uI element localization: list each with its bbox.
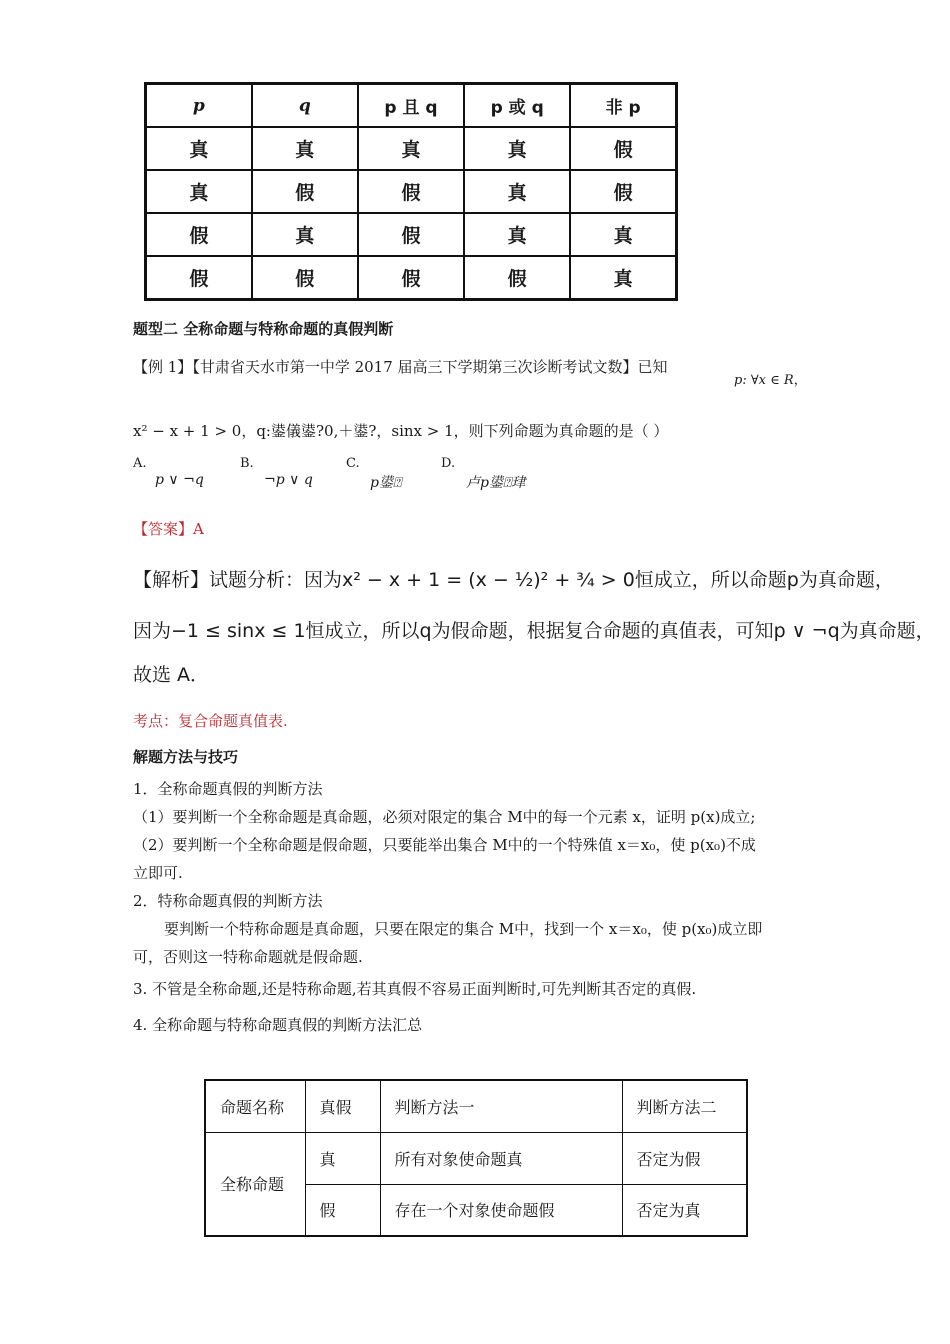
option-letter-b: B. (240, 456, 254, 471)
truth-header-cell: p 或 q (464, 84, 570, 128)
truth-header-cell: 非 p (570, 84, 676, 128)
truth-table (144, 82, 678, 301)
methods-title: 解题方法与技巧 (133, 748, 239, 766)
truth-cell: 真 (464, 170, 570, 213)
summary-header-cell: 真假 (305, 1080, 380, 1132)
option-letter-d: D. (441, 456, 456, 471)
option-d-text: 卢p鍙⍰珒 (466, 475, 526, 491)
premise-math: p: ∀x ∈ R (734, 373, 794, 388)
truth-cell: 假 (570, 127, 676, 170)
truth-table-row (146, 170, 677, 213)
summary-row (205, 1132, 747, 1184)
option-c-text: p鍙⍰ (370, 475, 402, 491)
summary-cell: 真 (305, 1132, 380, 1184)
truth-header-cell: p 且 q (358, 84, 464, 128)
truth-table-header-row (146, 84, 677, 128)
methods-p2a: 要判断一个特称命题是真命题，只要在限定的集合 M中，找到一个 x＝x₀，使 p(x₀)成立即 (164, 920, 763, 938)
methods-p1a: （1）要判断一个全称命题是真命题，必须对限定的集合 M中的每一个元素 x，证明 p(x)成立; (133, 808, 756, 826)
summary-header-cell: 判断方法二 (622, 1080, 747, 1132)
truth-cell: 真 (570, 213, 676, 256)
truth-table-row (146, 213, 677, 256)
truth-cell: 真 (252, 127, 358, 170)
option-letter-c: C. (346, 456, 360, 471)
truth-cell: 真 (252, 213, 358, 256)
methods-p1b: （2）要判断一个全称命题是假命题，只要能举出集合 M中的一个特殊值 x＝x₀，使 p(x₀)不成 (133, 836, 756, 854)
truth-cell: 假 (146, 213, 252, 256)
example-source: 【甘肃省天水市第一中学 2017 届高三下学期第三次诊断考试文数】已知 (192, 358, 668, 376)
truth-cell: 真 (464, 213, 570, 256)
truth-cell: 假 (358, 170, 464, 213)
truth-cell: 真 (464, 127, 570, 170)
truth-table-row (146, 256, 677, 300)
option-letter-a: A. (133, 456, 147, 471)
truth-cell: 真 (570, 256, 676, 300)
methods-p1: 1．全称命题真假的判断方法 (133, 780, 323, 798)
summary-header-cell: 命题名称 (205, 1080, 305, 1132)
summary-table (204, 1079, 748, 1237)
analysis-line-2: 因为−1 ≤ sinx ≤ 1恒成立，所以q为假命题，根据复合命题的真值表，可知p ∨ ¬q为真命题， (133, 620, 935, 642)
truth-cell: 假 (358, 256, 464, 300)
option-b-text: ¬p ∨ q (264, 472, 313, 488)
truth-cell: 假 (252, 170, 358, 213)
option-a-text: p ∨ ¬q (155, 472, 204, 488)
summary-cell: 假 (305, 1184, 380, 1236)
truth-cell: 假 (570, 170, 676, 213)
truth-cell: 假 (464, 256, 570, 300)
summary-cell: 否定为假 (622, 1132, 747, 1184)
methods-p3: 3. 不管是全称命题,还是特称命题,若其真假不容易正面判断时,可先判断其否定的真假. (133, 980, 697, 998)
example-premise (734, 369, 807, 388)
truth-cell: 假 (358, 213, 464, 256)
answer: 【答案】A (133, 520, 204, 538)
section-title: 题型二 全称命题与特称命题的真假判断 (133, 320, 394, 338)
example-question-line: x² − x + 1 > 0，q:鍙儀鍙?0,＋鍙?，sinx > 1，则下列命题为真命题的是（ ） (133, 422, 669, 440)
summary-header-cell: 判断方法一 (380, 1080, 622, 1132)
summary-cell: 存在一个对象使命题假 (380, 1184, 622, 1236)
truth-table-row (146, 127, 677, 170)
truth-cell: 假 (252, 256, 358, 300)
analysis-line-1: 【解析】试题分析：因为x² − x + 1 = (x − ½)² + ¾ > 0恒成立，所以命题p为真命题， (133, 569, 894, 591)
truth-cell: 真 (146, 170, 252, 213)
analysis-line-3: 故选 A． (133, 664, 210, 686)
premise-tail: ， (793, 373, 807, 388)
methods-p2: 2．特称命题真假的判断方法 (133, 892, 323, 910)
summary-header-row (205, 1080, 747, 1132)
methods-p1c: 立即可. (133, 864, 183, 882)
summary-group-cell: 全称命题 (205, 1132, 305, 1236)
summary-cell: 否定为真 (622, 1184, 747, 1236)
truth-cell: 真 (358, 127, 464, 170)
truth-header-cell: q (252, 84, 358, 128)
example-header (133, 356, 668, 377)
truth-header-cell: p (146, 84, 252, 128)
summary-cell: 所有对象使命题真 (380, 1132, 622, 1184)
kaodian: 考点：复合命题真值表. (133, 712, 288, 730)
truth-cell: 真 (146, 127, 252, 170)
methods-p2b: 可，否则这一特称命题就是假命题. (133, 948, 363, 966)
truth-cell: 假 (146, 256, 252, 300)
methods-p4: 4. 全称命题与特称命题真假的判断方法汇总 (133, 1016, 423, 1034)
example-label: 【例 1】 (133, 358, 193, 376)
